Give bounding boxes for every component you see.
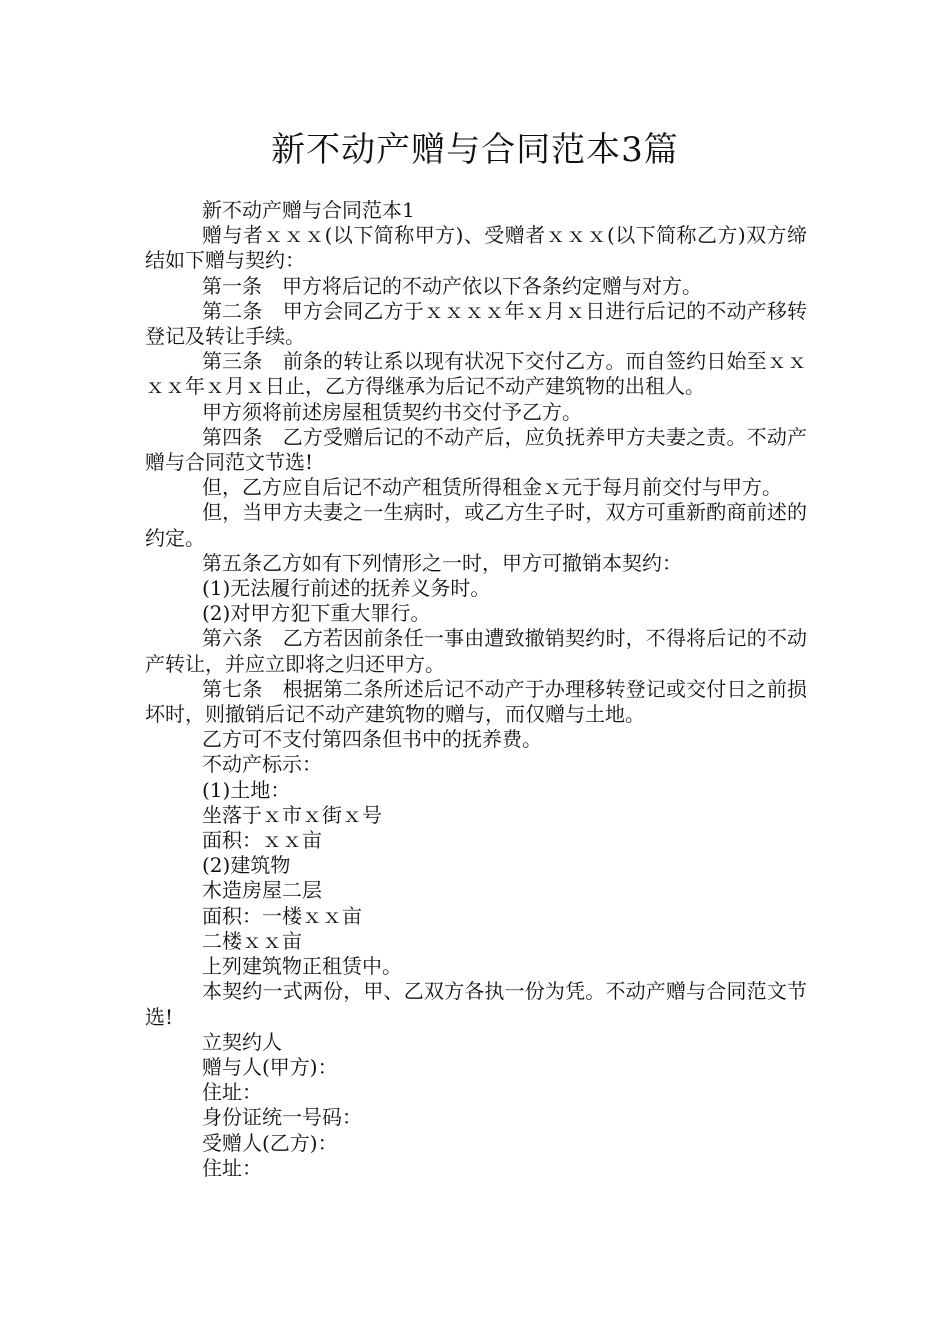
paragraph-14: 第七条 根据第二条所述后记不动产于办理移转登记或交付日之前损坏时，则撤销后记不动产建筑物的赠与，而仅赠与土地。	[145, 676, 807, 727]
paragraph-16: 不动产标示：	[202, 752, 322, 777]
paragraph-27: 赠与人(甲方)：	[202, 1054, 338, 1079]
paragraph-18: 坐落于ｘ市ｘ街ｘ号	[202, 802, 382, 827]
paragraph-22: 面积：一楼ｘｘ亩	[202, 903, 362, 928]
paragraph-11: (1)无法履行前述的抚养义务时。	[202, 576, 491, 601]
paragraph-1: 新不动产赠与合同范本1	[202, 198, 415, 222]
paragraph-8: 但，乙方应自后记不动产租赁所得租金ｘ元于每月前交付与甲方。	[202, 475, 782, 500]
paragraph-20: (2)建筑物	[202, 853, 291, 878]
paragraph-26: 立契约人	[202, 1029, 282, 1054]
paragraph-2: 赠与者ｘｘｘ(以下简称甲方)、受赠者ｘｘｘ(以下简称乙方)双方缔结如下赠与契约：	[145, 223, 807, 273]
paragraph-28: 住址：	[202, 1080, 262, 1105]
paragraph-6: 甲方须将前述房屋租赁契约书交付予乙方。	[202, 399, 582, 424]
paragraph-7: 第四条 乙方受赠后记的不动产后，应负抚养甲方夫妻之责。不动产赠与合同范文节选!	[145, 424, 807, 475]
paragraph-31: 住址：	[202, 1155, 262, 1180]
paragraph-24: 上列建筑物正租赁中。	[202, 954, 402, 979]
paragraph-17: (1)土地：	[202, 777, 291, 802]
paragraph-30: 受赠人(乙方)：	[202, 1130, 338, 1155]
paragraph-12: (2)对甲方犯下重大罪行。	[202, 601, 431, 626]
paragraph-10: 第五条乙方如有下列情形之一时，甲方可撤销本契约：	[202, 550, 682, 575]
paragraph-21: 木造房屋二层	[202, 878, 322, 903]
paragraph-13: 第六条 乙方若因前条任一事由遭致撤销契约时，不得将后记的不动产转让，并应立即将之归还甲方。	[145, 626, 807, 676]
paragraph-25: 本契约一式两份，甲、乙双方各执一份为凭。不动产赠与合同范文节选!	[145, 979, 807, 1029]
paragraph-4: 第二条 甲方会同乙方于ｘｘｘｘ年ｘ月ｘ日进行后记的不动产移转登记及转让手续。	[145, 298, 807, 349]
paragraph-9: 但，当甲方夫妻之一生病时，或乙方生子时，双方可重新酌商前述的约定。	[145, 500, 807, 550]
paragraph-23: 二楼ｘｘ亩	[202, 928, 302, 953]
paragraph-19: 面积：ｘｘ亩	[202, 828, 322, 853]
paragraph-15: 乙方可不支付第四条但书中的抚养费。	[202, 727, 542, 752]
document-body	[145, 198, 807, 1181]
document-title: 新不动产赠与合同范本3篇	[271, 130, 679, 170]
paragraph-3: 第一条 甲方将后记的不动产依以下各条约定赠与对方。	[202, 273, 702, 298]
paragraph-5: 第三条 前条的转让系以现有状况下交付乙方。而自签约日始至ｘｘｘｘ年ｘ月ｘ日止，乙方得继承为后记不动产建筑物的出租人。	[145, 349, 807, 399]
paragraph-29: 身份证统一号码：	[202, 1105, 362, 1130]
